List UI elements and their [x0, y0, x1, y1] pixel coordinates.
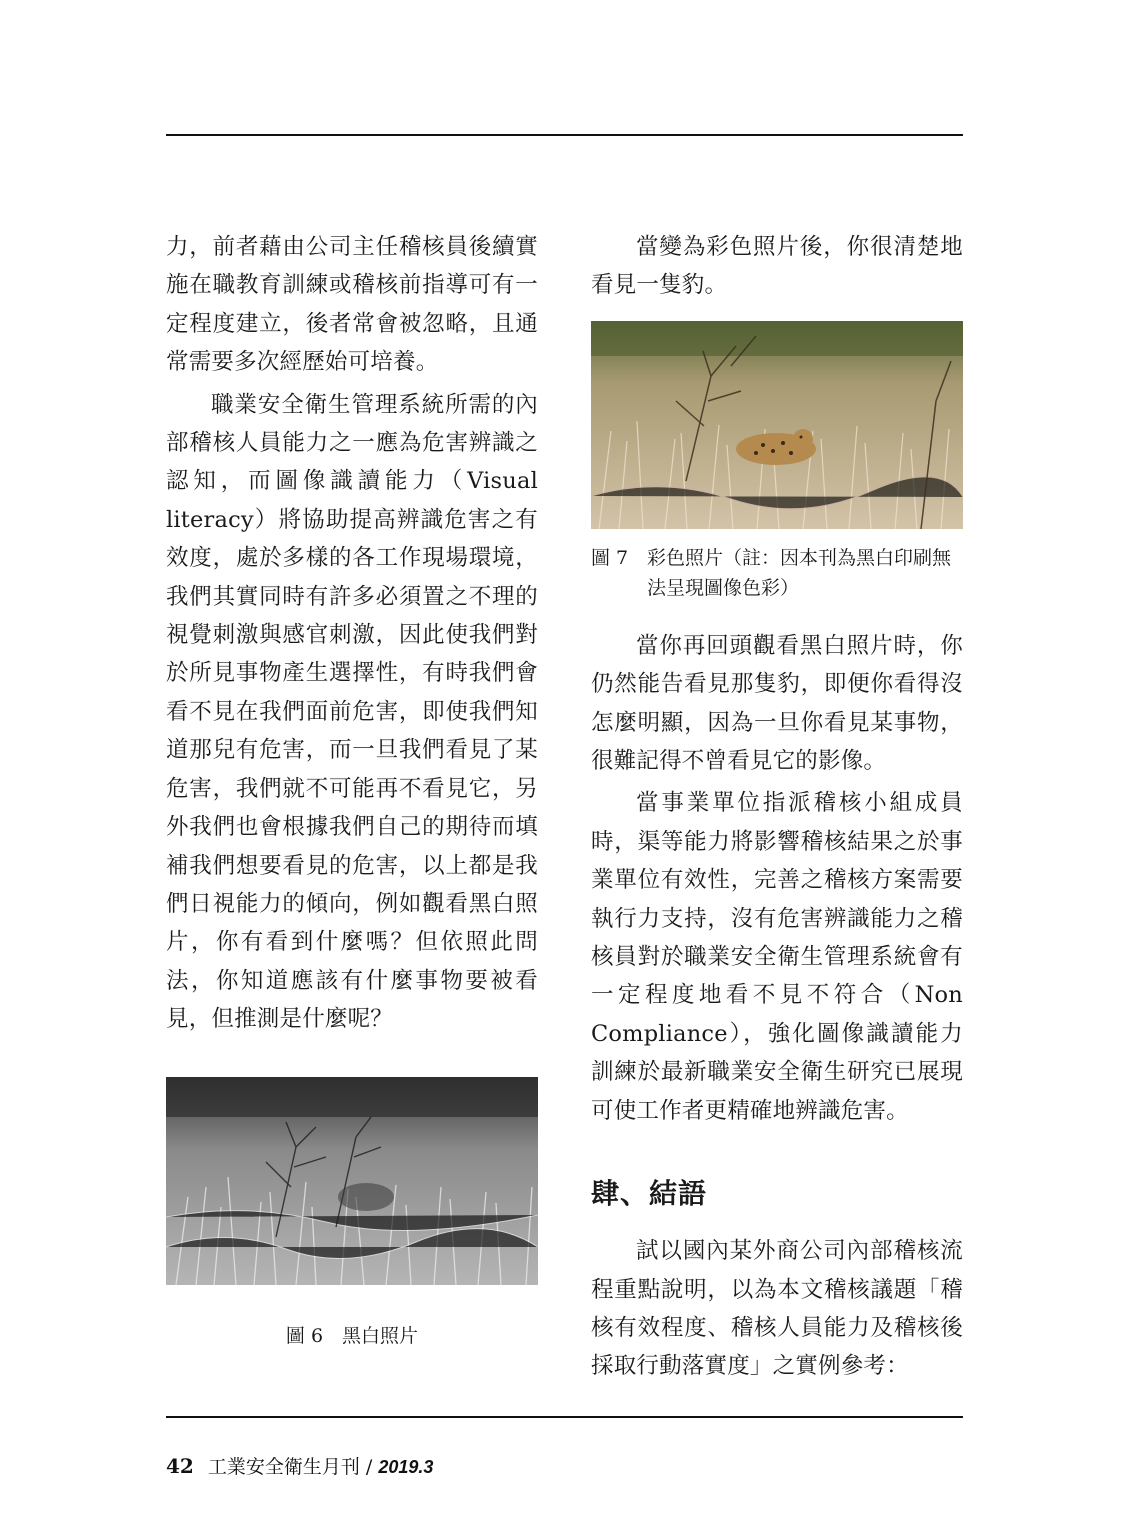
paragraph-look-again: 當你再回頭觀看黑白照片時，你仍然能告看見那隻豹，即便你看得沒怎麼明顯，因為一旦你看見某事物，很難記得不曾看見它的影像。 [591, 632, 963, 775]
figure-7-caption [591, 543, 963, 603]
issue-date: 2019.3 [378, 1457, 434, 1477]
page-footer [166, 1452, 433, 1479]
header-rule [166, 134, 963, 136]
figure-7-number: 圖 7 [591, 546, 629, 569]
paragraph-conclusion: 試以國內某外商公司內部稽核流程重點說明，以為本文稽核議題「稽核有效程度、稽核人員能力及稽核後採取行動落實度」之實例參考： [591, 1238, 963, 1380]
section-heading: 肆、結語 [591, 1177, 708, 1211]
left-column [166, 228, 538, 1351]
journal-name: 工業安全衛生月刊 / [207, 1456, 373, 1478]
figure-6-caption: 圖 6 黑白照片 [285, 1324, 419, 1347]
paragraph-audit-team: 當事業單位指派稽核小組成員時，渠等能力將影響稽核結果之於事業單位有效性，完善之稽核方案需要執行力支持，沒有危害辨識能力之稽核員對於職業安全衛生管理系統會有一定程度地看不見不符合（Non Compliance），強化圖像識讀能力訓練於最新職業安全衛生研究已展現可使工作者更精確地辨識危害。 [591, 790, 963, 1124]
footer-rule [166, 1416, 963, 1418]
paragraph-continuation: 力，前者藉由公司主任稽核員後續實施在職教育訓練或稽核前指導可有一定程度建立，後者常會被忽略，且通常需要多次經歷始可培養。 [166, 234, 538, 376]
figure-7-text: 彩色照片（註：因本刊為黑白印刷無法呈現圖像色彩） [647, 546, 952, 599]
right-column [591, 228, 963, 1386]
paragraph-visual-literacy: 職業安全衛生管理系統所需的內部稽核人員能力之一應為危害辨識之認知，而圖像識讀能力（Visual literacy）將協助提高辨識危害之有效度，處於多樣的各工作現場環境，我們其實同時有許多必須置之不理的視覺刺激與感官刺激，因此使我們對於所見事物產生選擇性，有時我們會看不見在我們面前危害，即使我們知道那兒有危害，而一旦我們看見了某危害，我們就不可能再不看見它，另外我們也會根據我們自己的期待而填補我們想要看見的危害，以上都是我們日視能力的傾向，例如觀看黑白照片，你有看到什麼嗎？但依照此問法，你知道應該有什麼事物要被看見，但推測是什麼呢？ [166, 391, 538, 1033]
page-number: 42 [166, 1454, 194, 1478]
figure-7-color-photo [591, 321, 963, 529]
paragraph-color-intro: 當變為彩色照片後，你很清楚地看見一隻豹。 [591, 234, 963, 299]
figure-6-bw-photo [166, 1077, 538, 1285]
